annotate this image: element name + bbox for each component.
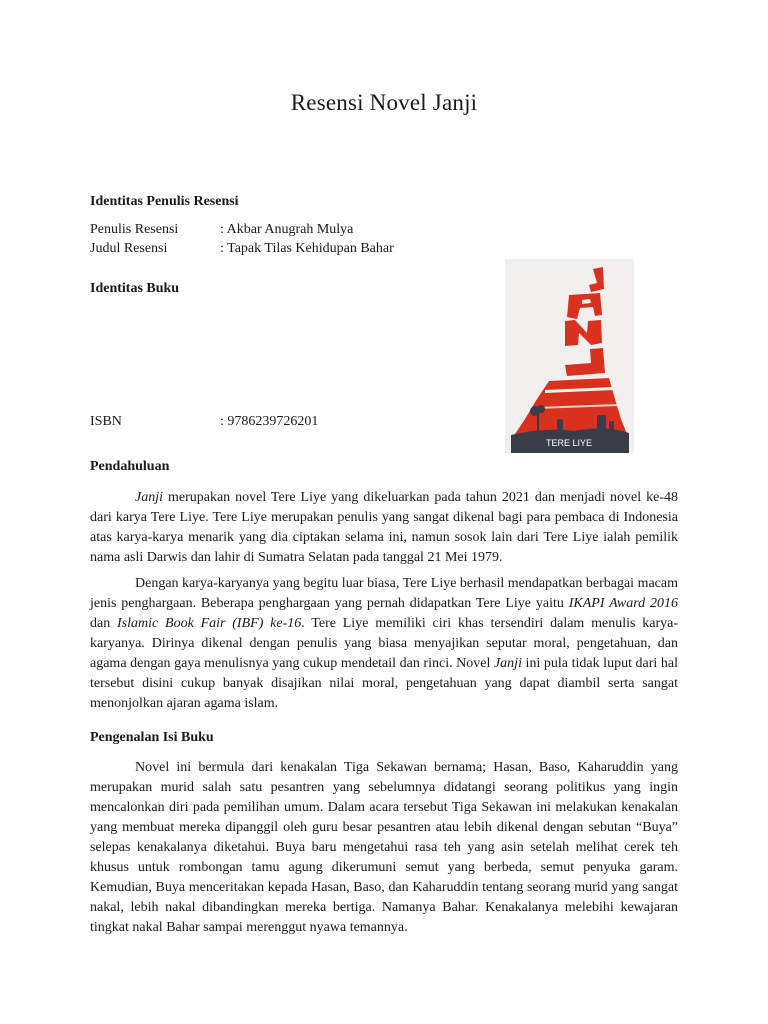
paragraph-text: Dengan karya-karyanya yang begitu luar biasa, Tere Liye berhasil mendapatkan berbagai macam jenis penghargaan. Beberapa penghargaan yang pernah didapatkan Tere Liye yaitu: [90, 576, 678, 611]
info-value: : Akbar Anugrah Mulya: [220, 222, 354, 237]
italic-text: Janji: [493, 656, 522, 671]
italic-text: IKAPI Award 2016: [568, 596, 678, 611]
heading-identitas-buku: Identitas Buku: [90, 281, 180, 296]
info-row-judul: [90, 241, 394, 257]
paragraph-pengenalan-1: Novel ini bermula dari kenakalan Tiga Sekawan bernama; Hasan, Baso, Kaharuddin yang merupakan murid salah satu pesantren yang sebelumnya didatangi seorang politikus yang ingin mencalonkan diri pada pemilihan umum. Dalam acara tersebut Tiga Sekawan ini melakukan kenakalan yang membuat mereka dipanggil oleh guru besar pesantren atau lebih dikenal dengan sebutan “Buya” selepas kenakalanya diketahui. Buya baru mengetahui rasa teh yang asin setelah melihat cerek teh khusus untuk rombongan tamu agung dikerumuni semut yang berbeda, semut penyuka garam. Kemudian, Buya menceritakan kepada Hasan, Baso, dan Kaharuddin tentang seorang murid yang sangat nakal, lebih nakal dibandingkan mereka bertiga. Namanya Bahar. Kenakalanya melebihi kewajaran tingkat nakal Bahar sampai merenggut nyawa temannya.: [90, 760, 678, 935]
paragraph-pendahuluan-1: [90, 488, 678, 568]
paragraph-text: . Tere Liye memiliki ciri khas tersendiri dalam menulis karya-karyanya. Dirinya dikenal dengan penulis yang biasa menyajikan seputar moral, pengetahuan, dan agama dengan gaya menulisnya yang cukup mendetail dan rinci. Novel: [90, 616, 678, 671]
book-cover-svg: [505, 259, 634, 453]
page-title: Resensi Novel Janji: [290, 90, 478, 115]
paragraph-text: merupakan novel Tere Liye yang dikeluarkan pada tahun 2021 dan menjadi novel ke-48 dari karya Tere Liye. Tere Liye merupakan penulis yang sangat dikenal bagi para pembaca di Indonesia atas karya-karya menarik yang dia ciptakan selama ini, namun sosok lain dari Tere Liye ialah pemilik nama asli Darwis dan lahir di Sumatra Selatan pada tanggal 21 Mei 1979.: [90, 490, 678, 565]
italic-text: Islamic Book Fair (IBF) ke-16: [117, 616, 302, 631]
heading-pengenalan: Pengenalan Isi Buku: [90, 730, 214, 745]
paragraph-text: ini pula tidak luput dari hal tersebut disini cukup banyak disajikan nilai moral, pengetahuan yang dapat diambil serta sangat menonjolkan ajaran agama islam.: [90, 656, 678, 711]
info-value: : Tapak Tilas Kehidupan Bahar: [220, 241, 394, 256]
heading-pendahuluan: Pendahuluan: [90, 459, 170, 474]
info-row-penulis: [90, 222, 353, 238]
paragraph-text: dan: [90, 616, 118, 631]
cover-author-text: TERE LIYE: [545, 438, 593, 448]
paragraph-pendahuluan-2: [90, 574, 678, 714]
heading-identitas-penulis: Identitas Penulis Resensi: [90, 194, 239, 209]
italic-text: Janji: [135, 490, 163, 505]
info-value: : 9786239726201: [220, 414, 319, 429]
info-row-isbn: [90, 414, 318, 430]
info-label: Judul Resensi: [90, 241, 168, 256]
info-label: Penulis Resensi: [90, 222, 179, 237]
book-cover-image: [505, 259, 634, 453]
info-label: ISBN: [90, 414, 122, 429]
